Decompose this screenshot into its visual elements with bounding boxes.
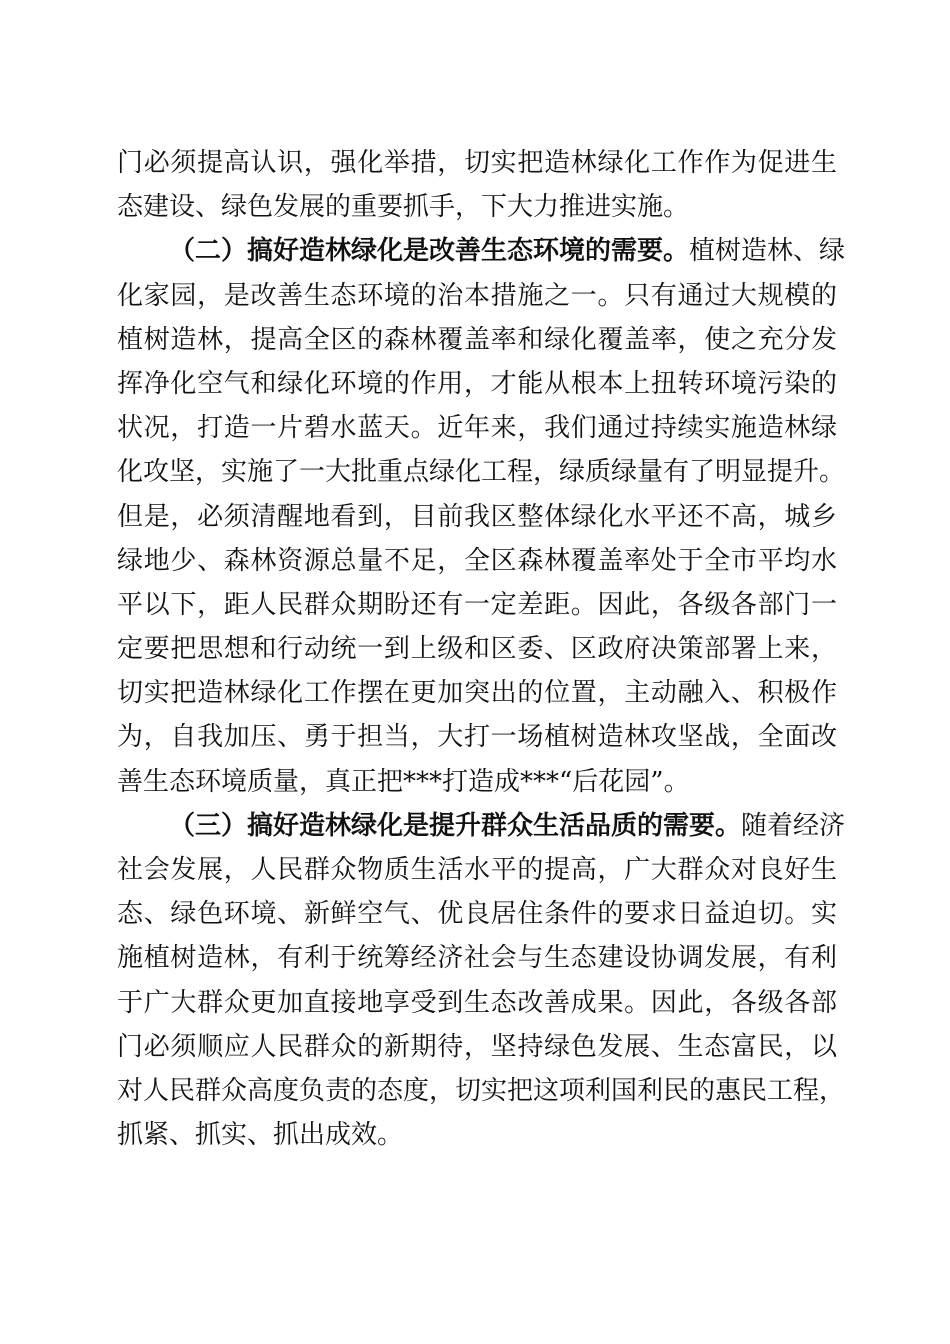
text-line: 门必须提高认识，强化举措，切实把造林绿化工作作为促进生 (117, 148, 837, 178)
text-segment: 随着经济 (741, 810, 846, 841)
text-line: 平以下，距人民群众期盼还有一定差距。因此，各级各部门一 (117, 589, 837, 620)
section-heading: （二）搞好造林绿化是改善生态环境的需要。 (169, 236, 690, 267)
text-line: 对人民群众高度负责的态度，切实把这项利国利民的惠民工程， (117, 1075, 846, 1106)
text-line: 植树造林，提高全区的森林覆盖率和绿化覆盖率，使之充分发 (117, 324, 837, 355)
text-segment: 植树造林、绿 (689, 236, 846, 267)
text-line: 态建设、绿色发展的重要抓手，下大力推进实施。 (117, 192, 690, 223)
text-line: 挥净化空气和绿化环境的作用，才能从根本上扭转环境污染的 (117, 368, 837, 399)
text-line: 于广大群众更加直接地享受到生态改善成果。因此，各级各部 (117, 987, 837, 1018)
body-text (117, 141, 846, 1157)
text-line: 门必须顺应人民群众的新期待，坚持绿色发展、生态富民，以 (117, 1031, 837, 1062)
section-heading-line (117, 804, 846, 848)
text-line: 切实把造林绿化工作摆在更加突出的位置，主动融入、积极作 (117, 678, 837, 709)
text-line: 但是，必须清醒地看到，目前我区整体绿化水平还不高，城乡 (117, 501, 837, 532)
text-line: 施植树造林，有利于统筹经济社会与生态建设协调发展，有利 (117, 943, 837, 974)
text-line: 为，自我加压、勇于担当，大打一场植树造林攻坚战，全面改 (117, 722, 837, 753)
text-line: 化家园，是改善生态环境的治本措施之一。只有通过大规模的 (117, 280, 837, 311)
text-line: 化攻坚，实施了一大批重点绿化工程，绿质绿量有了明显提升。 (117, 457, 846, 488)
text-line: 善生态环境质量，真正把***打造成***“后花园”。 (117, 766, 690, 797)
text-line: 态、绿色环境、新鲜空气、优良居住条件的要求日益迫切。实 (117, 899, 837, 930)
text-line: 状况，打造一片碧水蓝天。近年来，我们通过持续实施造林绿 (117, 413, 837, 444)
text-line: 抓紧、抓实、抓出成效。 (117, 1120, 404, 1151)
text-line: 社会发展，人民群众物质生活水平的提高，广大群众对良好生 (117, 855, 837, 885)
text-line: 定要把思想和行动统一到上级和区委、区政府决策部署上来， (117, 634, 837, 665)
section-heading-line (117, 229, 846, 273)
text-line: 绿地少、森林资源总量不足，全区森林覆盖率处于全市平均水 (117, 545, 837, 576)
section-heading: （三）搞好造林绿化是提升群众生活品质的需要。 (169, 810, 742, 841)
